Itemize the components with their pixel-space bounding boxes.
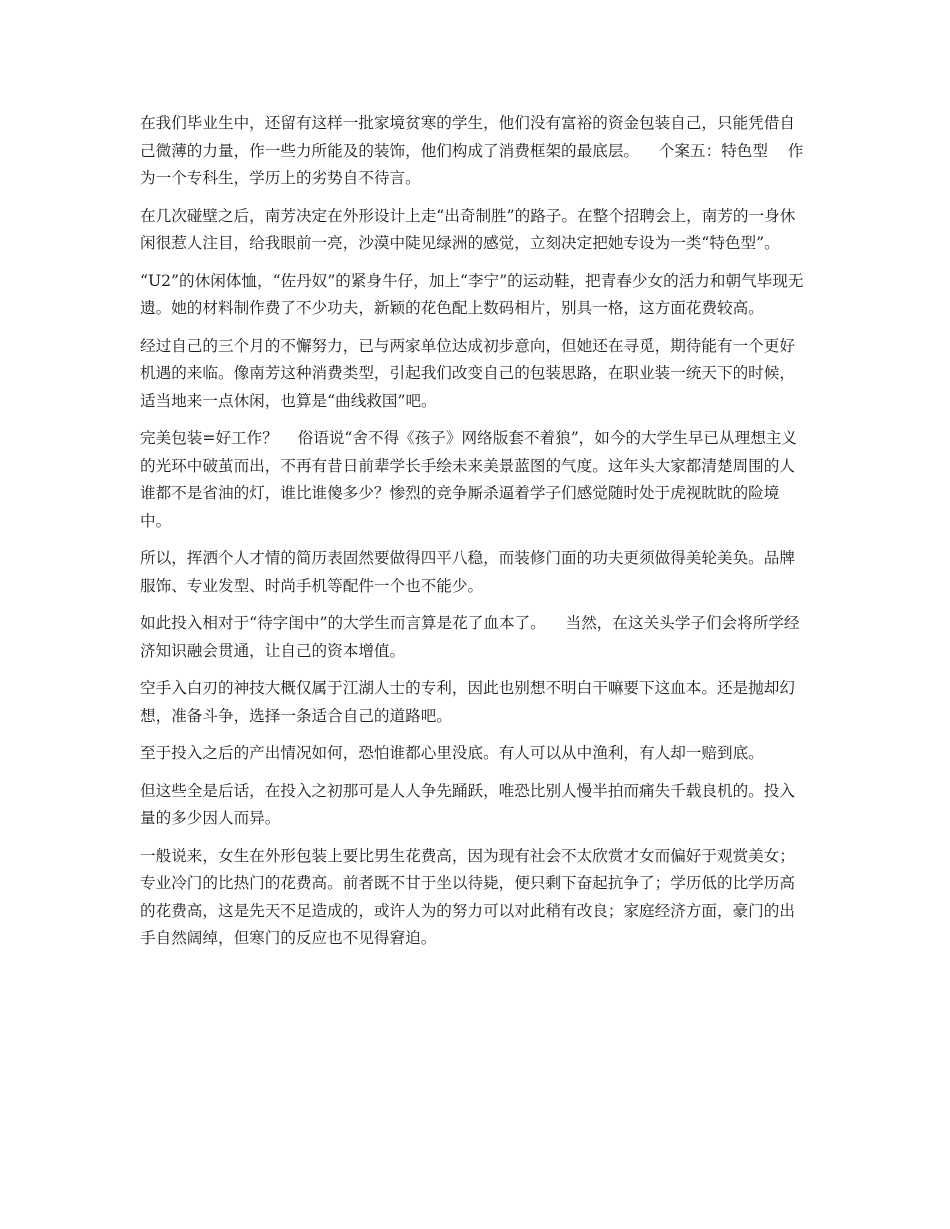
paragraph-10: 但这些全是后话，在投入之初那可是人人争先踊跃，唯恐比别人慢半拍而痛失千载良机的。投入量的多少因人而异。 [140,781,795,827]
paragraph-6: 所以，挥洒个人才情的简历表固然要做得四平八稳，而装修门面的功夫更须做得美轮美奂。品牌服饰、专业发型、时尚手机等配件一个也不能少。 [140,549,795,595]
paragraph-2: 在几次碰壁之后，南芳决定在外形设计上走“出奇制胜”的路子。在整个招聘会上，南芳的一身休闲很惹人注目，给我眼前一亮，沙漠中陡见绿洲的感觉，立刻决定把她专设为一类“特色型”。 [140,206,796,252]
paragraph-1: 在我们毕业生中，还留有这样一批家境贫寒的学生，他们没有富裕的资金包装自己，只能凭借自己微薄的力量，作一些力所能及的装饰，他们构成了消费框架的最底层。 个案五：特色型 作为一个专科生，学历上的劣势自不待言。 [140,114,804,187]
paragraph-5: 完美包装=好工作？ 俗语说“舍不得《孩子》网络版套不着狼”，如今的大学生早已从理想主义的光环中破茧而出，不再有昔日前辈学长手绘未来美景蓝图的气度。这年头大家都清楚周围的人谁都不是省油的灯，谁比谁傻多少？惨烈的竞争厮杀逼着学子们感觉随时处于虎视眈眈的险境中。 [140,429,797,530]
paragraph-11: 一般说来，女生在外形包装上要比男生花费高，因为现有社会不太欣赏才女而偏好于观赏美女；专业冷门的比热门的花费高。前者既不甘于坐以待毙，便只剩下奋起抗争了；学历低的比学历高的花费高，这是先天不足造成的，或许人为的努力可以对此稍有改良；家庭经济方面，豪门的出手自然阔绰，但寒门的反应也不见得窘迫。 [140,846,795,947]
paragraph-3: “U2”的休闲体恤，“佐丹奴”的紧身牛仔，加上“李宁”的运动鞋，把青春少女的活力和朝气毕现无遗。她的材料制作费了不少功夫，新颖的花色配上数码相片，别具一格，这方面花费较高。 [140,271,804,317]
paragraph-9: 至于投入之后的产出情况如何，恐怕谁都心里没底。有人可以从中渔利，有人却一赔到底。 [140,744,764,762]
paragraph-8: 空手入白刃的神技大概仅属于江湖人士的专利，因此也别想不明白干嘛要下这血本。还是抛却幻想，准备斗争，选择一条适合自己的道路吧。 [140,679,795,725]
document-body [140,110,808,963]
paragraph-4: 经过自己的三个月的不懈努力，已与两家单位达成初步意向，但她还在寻觅，期待能有一个更好机遇的来临。像南芳这种消费类型，引起我们改变自己的包装思路，在职业装一统天下的时候，适当地来一点休闲，也算是“曲线救国”吧。 [140,336,795,410]
paragraph-7: 如此投入相对于“待字闺中”的大学生而言算是花了血本了。 当然，在这关头学子们会将所学经济知识融会贯通，让自己的资本增值。 [140,614,800,660]
